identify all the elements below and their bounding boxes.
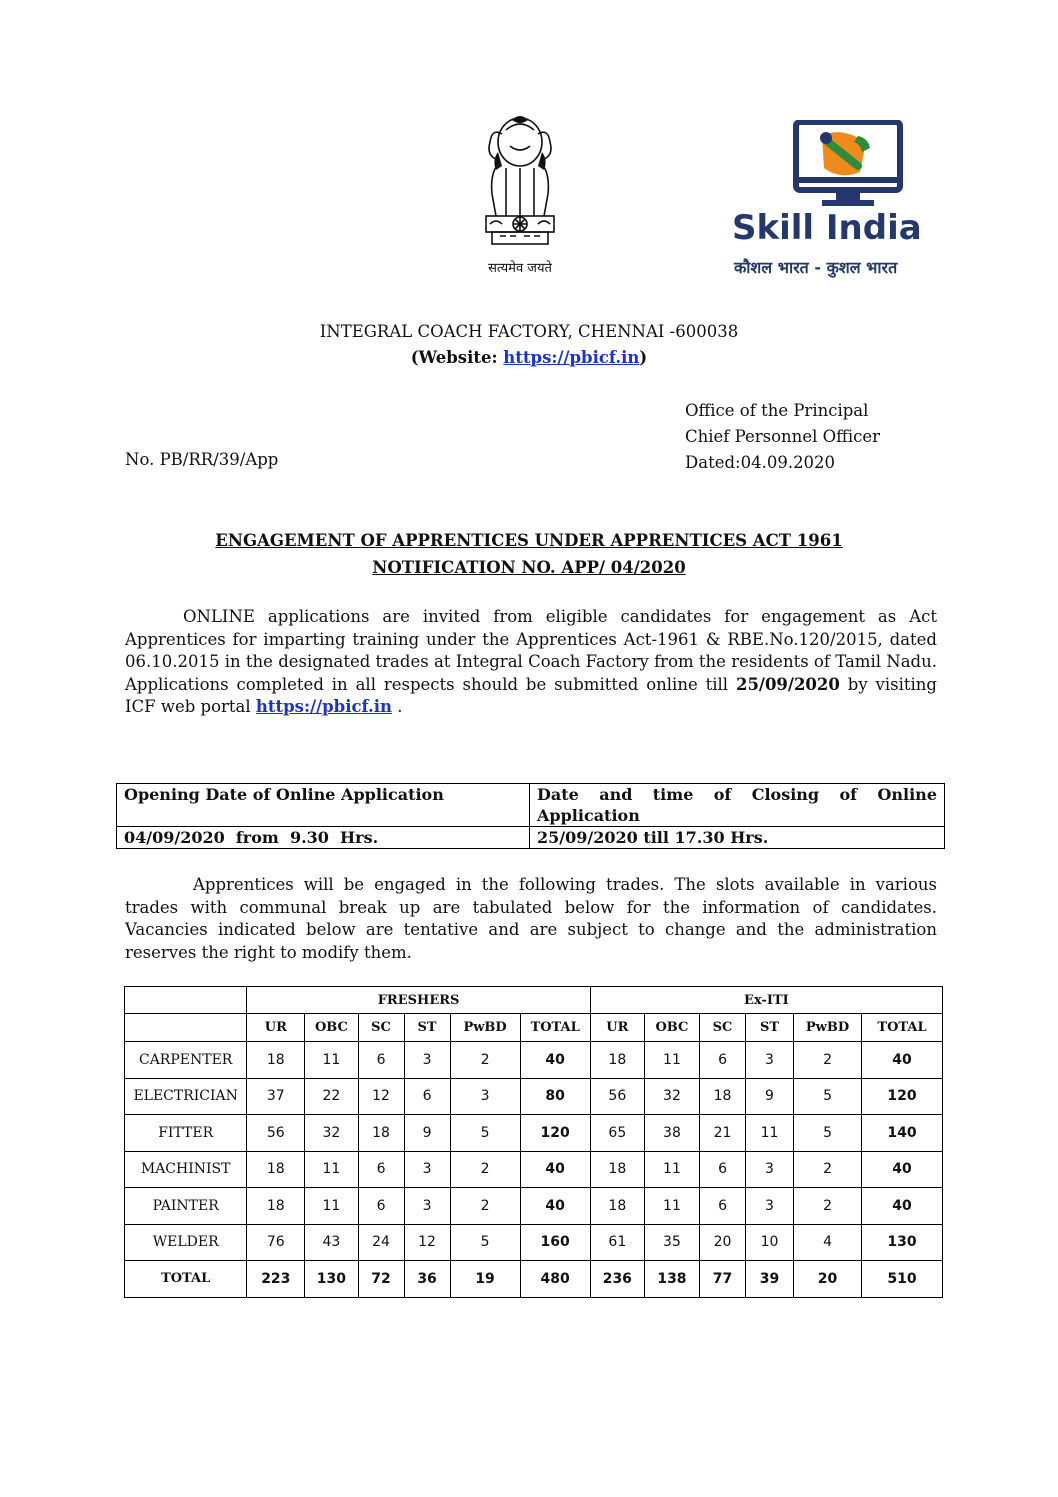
- freshers-ur-header: UR: [247, 1014, 305, 1042]
- intro-paragraph: [125, 606, 937, 719]
- freshers-pwbd-header: PwBD: [450, 1014, 520, 1042]
- exiti-obc-cell: 32: [644, 1078, 699, 1115]
- exiti-ur-header: UR: [590, 1014, 644, 1042]
- table-row: [125, 1078, 943, 1115]
- exiti-ur-cell: 18: [590, 1151, 644, 1188]
- exiti-pwbd-cell: 20: [793, 1261, 861, 1298]
- exiti-sc-cell: 6: [700, 1042, 746, 1079]
- freshers-pwbd-cell: 3: [450, 1078, 520, 1115]
- freshers-st-header: ST: [404, 1014, 450, 1042]
- freshers-sc-cell: 6: [358, 1151, 404, 1188]
- freshers-total-cell: 480: [520, 1261, 590, 1298]
- freshers-ur-cell: 18: [247, 1188, 305, 1225]
- lion-capital-icon: [462, 112, 578, 256]
- exiti-obc-cell: 38: [644, 1115, 699, 1152]
- skill-india-wordmark: Skill India: [732, 208, 922, 248]
- table-row: [125, 1224, 943, 1261]
- intro-end: .: [392, 697, 403, 716]
- freshers-total-cell: 40: [520, 1151, 590, 1188]
- exiti-header: Ex-ITI: [590, 987, 942, 1014]
- freshers-obc-cell: 130: [305, 1261, 358, 1298]
- office-line-1: Office of the Principal: [685, 401, 869, 420]
- trade-name: WELDER: [125, 1224, 247, 1261]
- exiti-st-header: ST: [746, 1014, 794, 1042]
- freshers-st-cell: 9: [404, 1115, 450, 1152]
- freshers-obc-cell: 22: [305, 1078, 358, 1115]
- exiti-sc-cell: 20: [700, 1224, 746, 1261]
- exiti-pwbd-cell: 5: [793, 1115, 861, 1152]
- dates-value-row: [117, 827, 945, 849]
- freshers-ur-cell: 223: [247, 1261, 305, 1298]
- freshers-st-cell: 6: [404, 1078, 450, 1115]
- closing-date-value: 25/09/2020 till 17.30 Hrs.: [530, 827, 945, 849]
- exiti-sc-cell: 6: [700, 1151, 746, 1188]
- freshers-header: FRESHERS: [247, 987, 590, 1014]
- freshers-obc-cell: 11: [305, 1151, 358, 1188]
- exiti-obc-cell: 11: [644, 1188, 699, 1225]
- organization-name: INTEGRAL COACH FACTORY, CHENNAI -600038: [319, 322, 739, 341]
- freshers-sc-cell: 18: [358, 1115, 404, 1152]
- freshers-pwbd-cell: 2: [450, 1188, 520, 1225]
- freshers-obc-cell: 11: [305, 1042, 358, 1079]
- opening-date-value: 04/09/2020 from 9.30 Hrs.: [117, 827, 530, 849]
- trade-header-blank: [125, 987, 247, 1014]
- table-row: [125, 1188, 943, 1225]
- exiti-pwbd-cell: 5: [793, 1078, 861, 1115]
- exiti-st-cell: 39: [746, 1261, 794, 1298]
- opening-date-header: Opening Date of Online Application: [117, 784, 530, 827]
- freshers-total-cell: 40: [520, 1042, 590, 1079]
- exiti-st-cell: 11: [746, 1115, 794, 1152]
- exiti-ur-cell: 56: [590, 1078, 644, 1115]
- exiti-pwbd-cell: 4: [793, 1224, 861, 1261]
- exiti-st-cell: 3: [746, 1188, 794, 1225]
- exiti-total-cell: 140: [862, 1115, 943, 1152]
- freshers-sc-cell: 24: [358, 1224, 404, 1261]
- exiti-sc-cell: 18: [700, 1078, 746, 1115]
- exiti-st-cell: 9: [746, 1078, 794, 1115]
- freshers-total-cell: 160: [520, 1224, 590, 1261]
- exiti-pwbd-cell: 2: [793, 1042, 861, 1079]
- office-line-2: Chief Personnel Officer: [685, 427, 881, 446]
- exiti-pwbd-header: PwBD: [793, 1014, 861, 1042]
- freshers-sc-cell: 72: [358, 1261, 404, 1298]
- exiti-st-cell: 3: [746, 1151, 794, 1188]
- exiti-pwbd-cell: 2: [793, 1151, 861, 1188]
- trade-name: TOTAL: [125, 1261, 247, 1298]
- exiti-sc-header: SC: [700, 1014, 746, 1042]
- freshers-sc-header: SC: [358, 1014, 404, 1042]
- trades-paragraph: Apprentices will be engaged in the following trades. The slots available in various trades with communal break up are tabulated below for the information of candidates. Vacancies indicated below are tentative and are subject to change and the administration reserves the right to modify them.: [125, 875, 937, 962]
- exiti-pwbd-cell: 2: [793, 1188, 861, 1225]
- freshers-ur-cell: 18: [247, 1151, 305, 1188]
- title-line-1: ENGAGEMENT OF APPRENTICES UNDER APPRENTICES ACT 1961: [215, 531, 843, 550]
- freshers-st-cell: 36: [404, 1261, 450, 1298]
- freshers-obc-header: OBC: [305, 1014, 358, 1042]
- freshers-st-cell: 12: [404, 1224, 450, 1261]
- skill-india-tagline: कौशल भारत - कुशल भारत: [734, 258, 898, 277]
- intro-text-2: by visiting ICF web portal: [125, 674, 937, 716]
- exiti-total-header: TOTAL: [862, 1014, 943, 1042]
- national-emblem: [462, 112, 578, 282]
- exiti-sc-cell: 21: [700, 1115, 746, 1152]
- exiti-sc-cell: 6: [700, 1188, 746, 1225]
- trade-name: FITTER: [125, 1115, 247, 1152]
- freshers-st-cell: 3: [404, 1188, 450, 1225]
- freshers-obc-cell: 11: [305, 1188, 358, 1225]
- skill-india-logo: [730, 120, 930, 285]
- website-prefix: (Website:: [410, 348, 504, 367]
- exiti-obc-cell: 11: [644, 1151, 699, 1188]
- website-link[interactable]: https://pbicf.in: [503, 348, 640, 367]
- table-row: [125, 1115, 943, 1152]
- trade-name: CARPENTER: [125, 1042, 247, 1079]
- title-line-2: NOTIFICATION NO. APP/ 04/2020: [372, 558, 686, 577]
- vacancy-body: [125, 1042, 943, 1298]
- freshers-ur-cell: 56: [247, 1115, 305, 1152]
- freshers-st-cell: 3: [404, 1042, 450, 1079]
- vacancy-group-row: [125, 987, 943, 1014]
- freshers-st-cell: 3: [404, 1151, 450, 1188]
- exiti-total-cell: 130: [862, 1224, 943, 1261]
- exiti-obc-cell: 138: [644, 1261, 699, 1298]
- trade-name: PAINTER: [125, 1188, 247, 1225]
- freshers-ur-cell: 76: [247, 1224, 305, 1261]
- freshers-obc-cell: 32: [305, 1115, 358, 1152]
- skill-india-icon: [788, 120, 908, 210]
- trade-name: MACHINIST: [125, 1151, 247, 1188]
- emblem-motto: सत्यमेव जयते: [488, 261, 552, 276]
- exiti-ur-cell: 236: [590, 1261, 644, 1298]
- freshers-sc-cell: 12: [358, 1078, 404, 1115]
- vacancy-column-row: [125, 1014, 943, 1042]
- freshers-pwbd-cell: 2: [450, 1151, 520, 1188]
- freshers-sc-cell: 6: [358, 1188, 404, 1225]
- reference-number: No. PB/RR/39/App: [125, 450, 279, 469]
- intro-text: ONLINE applications are invited from eligible candidates for engagement as Act Apprentices for imparting training under the Apprentices Act-1961 & RBE.No.120/2015, dated 06.10.2015 in the designated trades at Integral Coach Factory from the residents of Tamil Nadu. Applications completed in all respects should be submitted online till: [125, 607, 937, 694]
- table-row: [125, 1042, 943, 1079]
- exiti-ur-cell: 65: [590, 1115, 644, 1152]
- freshers-pwbd-cell: 19: [450, 1261, 520, 1298]
- freshers-total-cell: 80: [520, 1078, 590, 1115]
- website-line: [0, 348, 1058, 367]
- freshers-total-header: TOTAL: [520, 1014, 590, 1042]
- exiti-obc-cell: 11: [644, 1042, 699, 1079]
- exiti-st-cell: 10: [746, 1224, 794, 1261]
- exiti-total-cell: 40: [862, 1188, 943, 1225]
- freshers-ur-cell: 37: [247, 1078, 305, 1115]
- exiti-total-cell: 40: [862, 1042, 943, 1079]
- closing-date: 25/09/2020: [735, 674, 840, 694]
- trade-name: ELECTRICIAN: [125, 1078, 247, 1115]
- freshers-ur-cell: 18: [247, 1042, 305, 1079]
- exiti-sc-cell: 77: [700, 1261, 746, 1298]
- exiti-ur-cell: 18: [590, 1042, 644, 1079]
- exiti-total-cell: 120: [862, 1078, 943, 1115]
- website-suffix: ): [639, 348, 648, 367]
- trade-header-blank-2: [125, 1014, 247, 1042]
- exiti-ur-cell: 18: [590, 1188, 644, 1225]
- exiti-obc-cell: 35: [644, 1224, 699, 1261]
- application-dates-table: [116, 783, 945, 849]
- dates-header-row: [117, 784, 945, 827]
- dated: Dated:04.09.2020: [685, 453, 836, 472]
- freshers-pwbd-cell: 2: [450, 1042, 520, 1079]
- freshers-total-cell: 40: [520, 1188, 590, 1225]
- exiti-obc-header: OBC: [644, 1014, 699, 1042]
- exiti-total-cell: 40: [862, 1151, 943, 1188]
- vacancy-table: [124, 986, 943, 1298]
- freshers-obc-cell: 43: [305, 1224, 358, 1261]
- total-row: [125, 1261, 943, 1298]
- closing-date-header: Date and time of Closing of Online Application: [530, 784, 945, 827]
- office-block: [685, 398, 880, 476]
- table-row: [125, 1151, 943, 1188]
- portal-link[interactable]: https://pbicf.in: [255, 697, 393, 716]
- freshers-total-cell: 120: [520, 1115, 590, 1152]
- freshers-sc-cell: 6: [358, 1042, 404, 1079]
- freshers-pwbd-cell: 5: [450, 1115, 520, 1152]
- exiti-total-cell: 510: [862, 1261, 943, 1298]
- freshers-pwbd-cell: 5: [450, 1224, 520, 1261]
- exiti-ur-cell: 61: [590, 1224, 644, 1261]
- exiti-st-cell: 3: [746, 1042, 794, 1079]
- notification-title: [0, 527, 1058, 581]
